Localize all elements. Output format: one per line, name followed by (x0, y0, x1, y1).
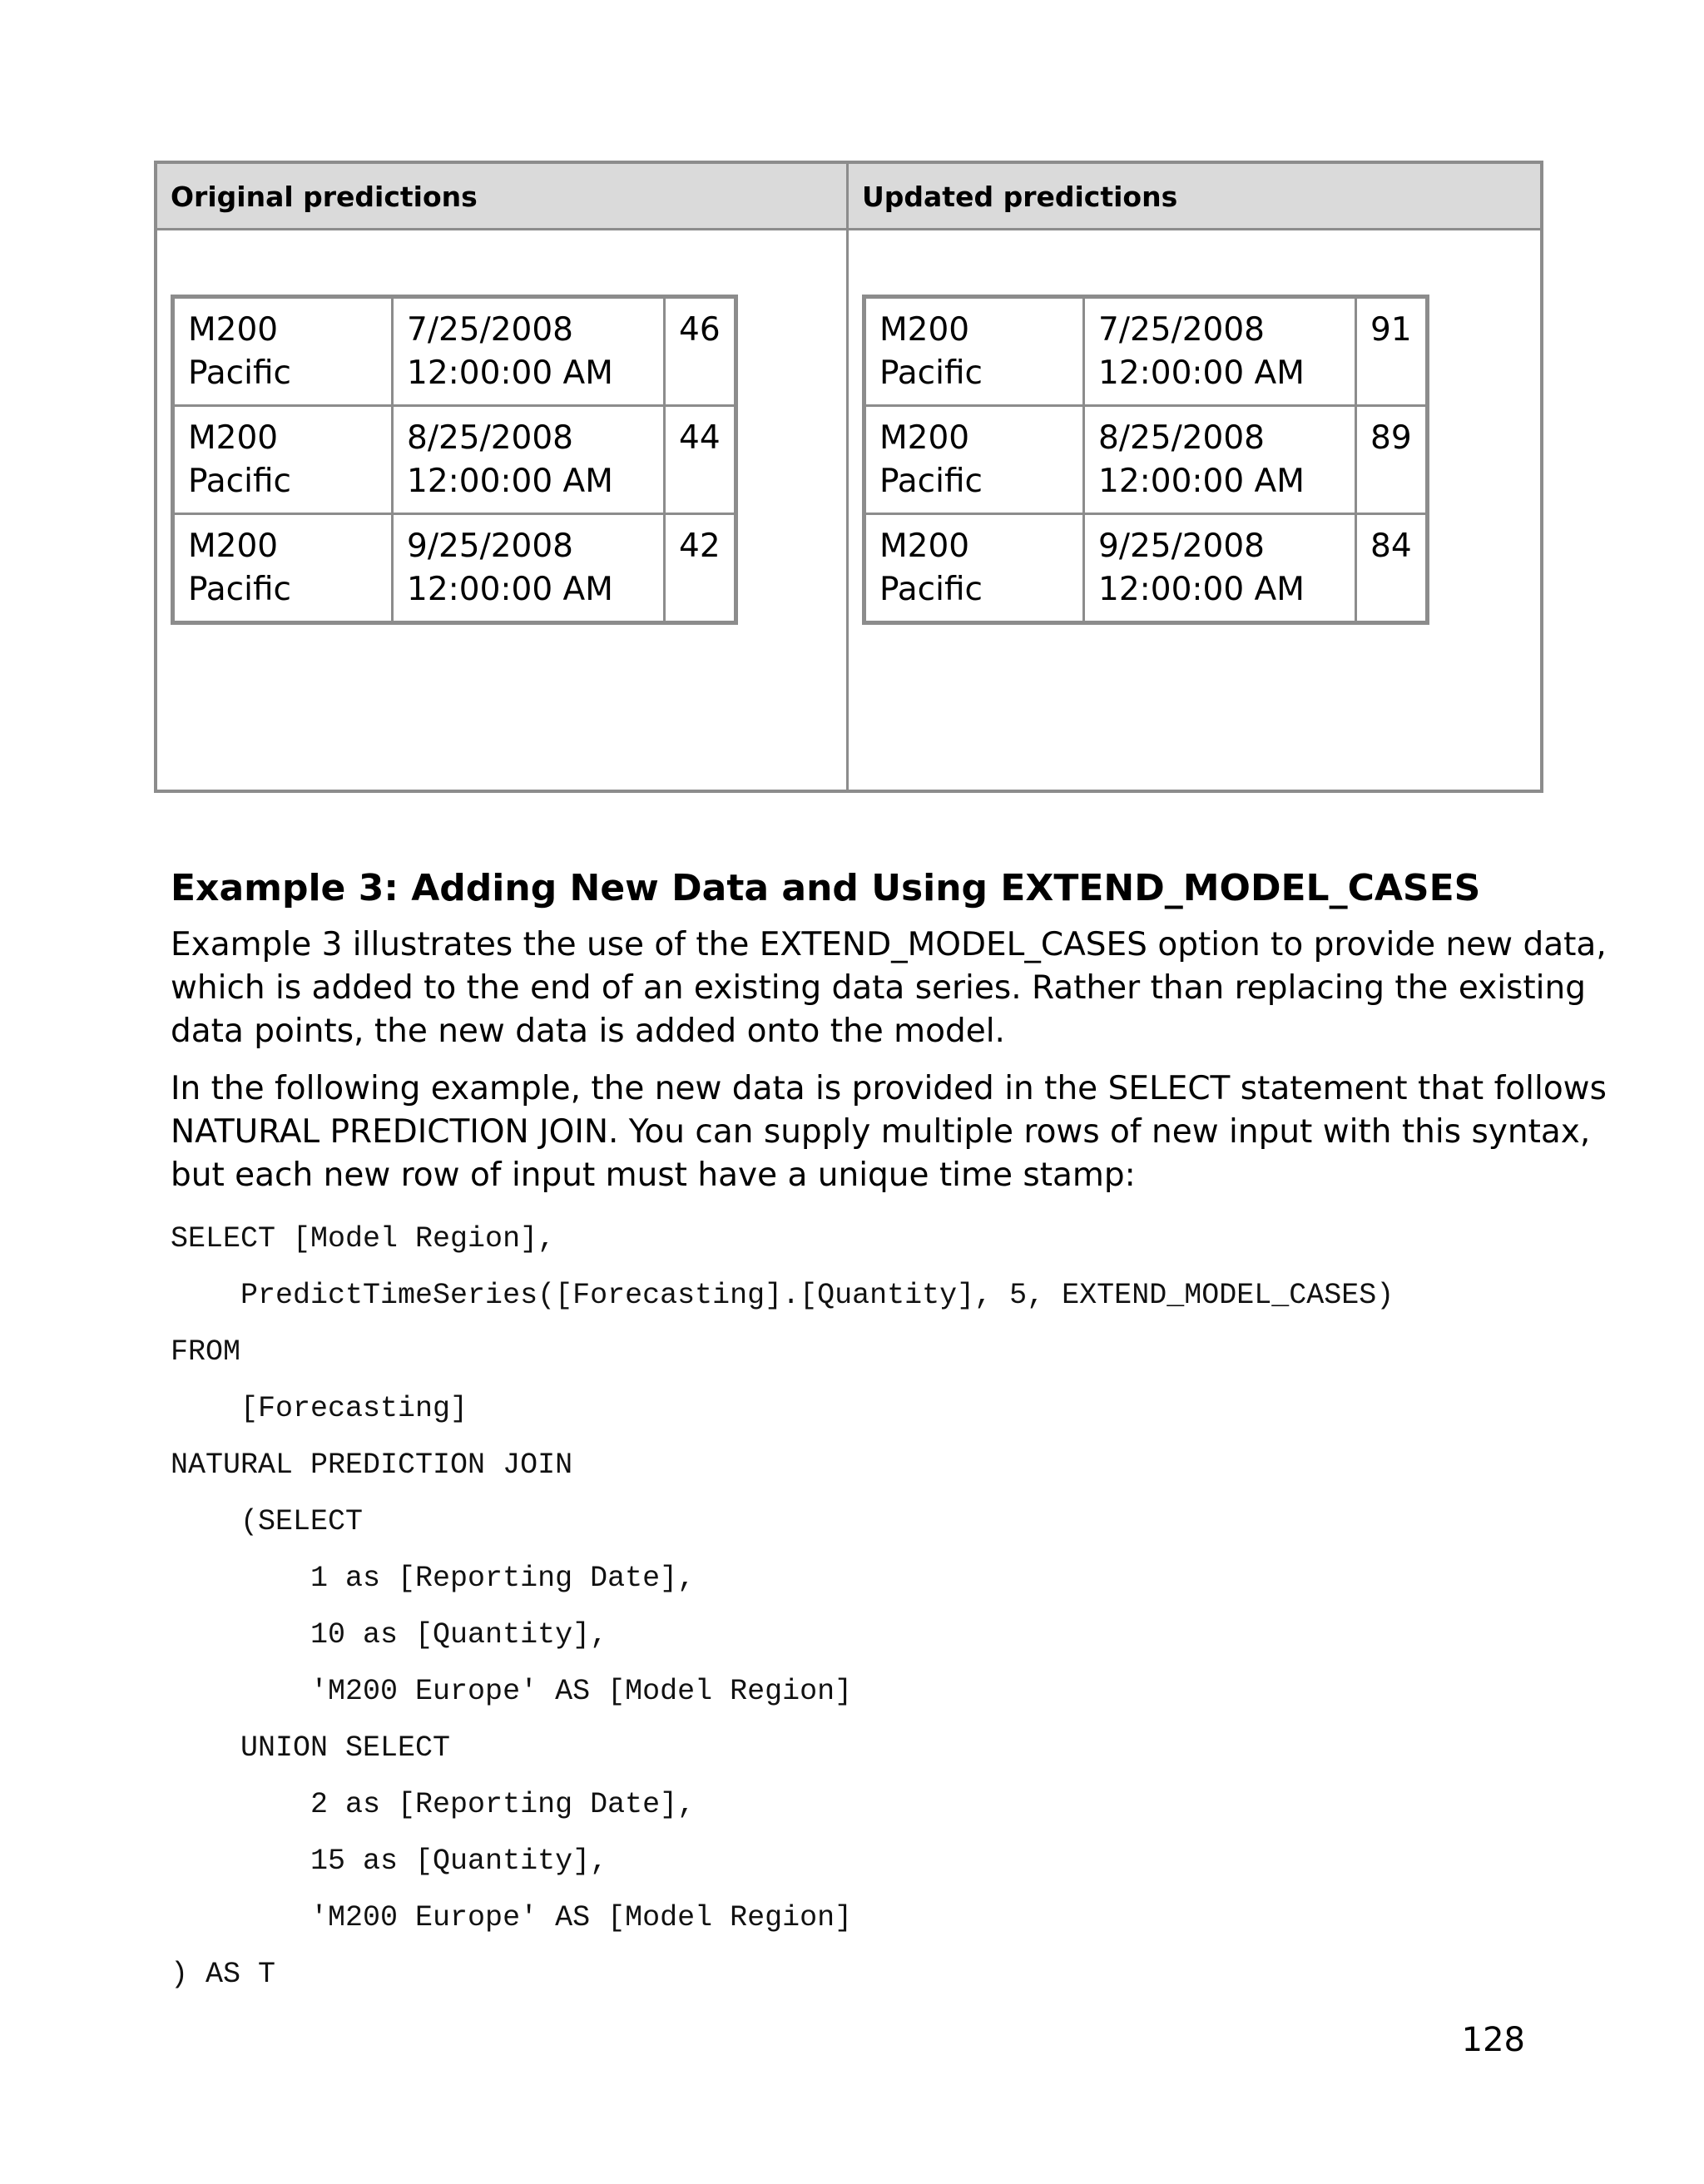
quantity-cell: 89 (1356, 406, 1428, 514)
paragraph-line: but each new row of input must have a unique time stamp: (171, 1156, 1136, 1194)
code-line: SELECT [Model Region], (171, 1222, 556, 1255)
page-number: 128 (1461, 2021, 1525, 2059)
paragraph-line: In the following example, the new data is provided in the SELECT statement that follows (171, 1070, 1607, 1107)
model-region-cell: M200 Pacific (173, 297, 393, 406)
paragraph-intro (171, 924, 1607, 1053)
reporting-date-cell: 7/25/2008 12:00:00 AM (1084, 297, 1356, 406)
code-line: UNION SELECT (171, 1731, 451, 1765)
model-region-cell: M200 Pacific (173, 406, 393, 514)
code-line: 15 as [Quantity], (171, 1845, 608, 1878)
reporting-date-cell: 7/25/2008 12:00:00 AM (393, 297, 665, 406)
code-line: (SELECT (171, 1505, 364, 1538)
code-line: NATURAL PREDICTION JOIN (171, 1449, 573, 1482)
updated-predictions-header: Updated predictions (849, 164, 1540, 230)
table-row (173, 406, 736, 514)
code-line: 10 as [Quantity], (171, 1618, 608, 1652)
predictions-comparison-table (154, 161, 1543, 793)
code-line: 'M200 Europe' AS [Model Region] (171, 1675, 853, 1708)
original-predictions-header: Original predictions (157, 164, 846, 230)
quantity-cell: 42 (665, 514, 736, 623)
reporting-date-cell: 9/25/2008 12:00:00 AM (393, 514, 665, 623)
code-line: 'M200 Europe' AS [Model Region] (171, 1901, 853, 1934)
table-row (864, 514, 1428, 623)
paragraph-line: NATURAL PREDICTION JOIN. You can supply multiple rows of new input with this syntax, (171, 1113, 1591, 1151)
table-row (173, 514, 736, 623)
original-predictions-table (171, 295, 738, 625)
code-line: [Forecasting] (171, 1392, 468, 1425)
model-region-cell: M200 Pacific (864, 514, 1084, 623)
quantity-cell: 44 (665, 406, 736, 514)
original-predictions-column (157, 164, 849, 790)
paragraph-line: which is added to the end of an existing data series. Rather than replacing the existing (171, 969, 1586, 1007)
paragraph-line: data points, the new data is added onto the model. (171, 1013, 1005, 1050)
code-line: 2 as [Reporting Date], (171, 1788, 696, 1821)
quantity-cell: 84 (1356, 514, 1428, 623)
model-region-cell: M200 Pacific (864, 297, 1084, 406)
code-line: 1 as [Reporting Date], (171, 1562, 696, 1595)
dmx-code-block (171, 1211, 1394, 2003)
reporting-date-cell: 8/25/2008 12:00:00 AM (1084, 406, 1356, 514)
section-heading: Example 3: Adding New Data and Using EXTEND_MODEL_CASES (171, 867, 1481, 909)
code-line: FROM (171, 1335, 241, 1369)
updated-predictions-table (862, 295, 1429, 625)
model-region-cell: M200 Pacific (864, 406, 1084, 514)
updated-predictions-column (849, 164, 1540, 790)
quantity-cell: 91 (1356, 297, 1428, 406)
paragraph-syntax (171, 1067, 1607, 1197)
code-line: ) AS T (171, 1958, 276, 1991)
paragraph-line: Example 3 illustrates the use of the EXTEND_MODEL_CASES option to provide new data, (171, 926, 1607, 963)
table-row (173, 297, 736, 406)
quantity-cell: 46 (665, 297, 736, 406)
table-row (864, 406, 1428, 514)
reporting-date-cell: 9/25/2008 12:00:00 AM (1084, 514, 1356, 623)
table-row (864, 297, 1428, 406)
reporting-date-cell: 8/25/2008 12:00:00 AM (393, 406, 665, 514)
code-line: PredictTimeSeries([Forecasting].[Quantity], 5, EXTEND_MODEL_CASES) (171, 1279, 1394, 1312)
model-region-cell: M200 Pacific (173, 514, 393, 623)
